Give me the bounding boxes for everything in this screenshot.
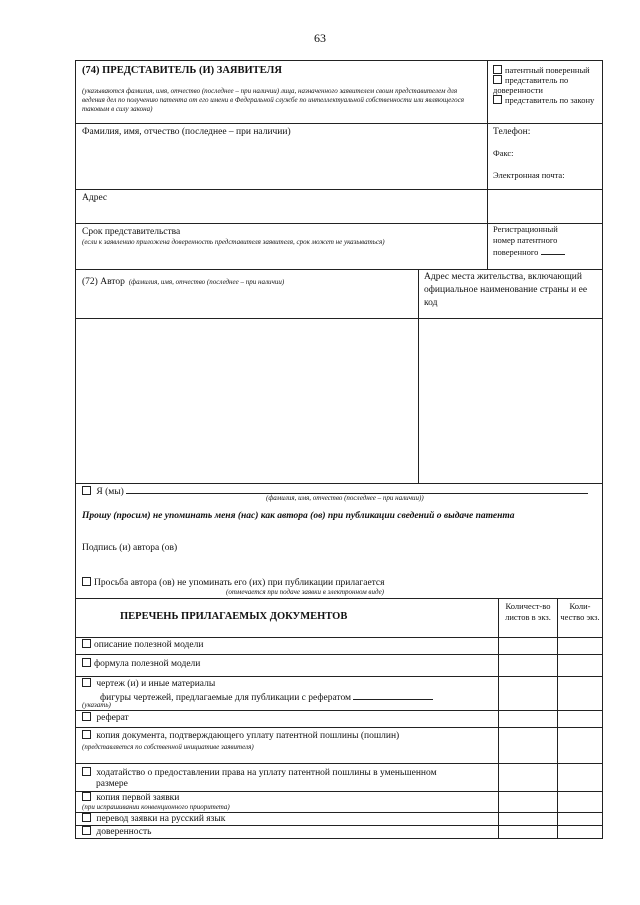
checkbox[interactable]: [82, 813, 91, 822]
i-we-note: (фамилия, имя, отчество (последнее – при наличии)): [266, 494, 424, 502]
rule: [76, 763, 602, 764]
doc-row-fee-reduction[interactable]: ходатайство о предоставлении права на уплату патентной пошлины в уменьшенном: [82, 767, 437, 779]
author-divider: [418, 269, 419, 483]
option-proxy[interactable]: представитель по доверенности: [493, 75, 569, 95]
rule: [76, 189, 602, 190]
rep-address-label: Адрес: [82, 193, 108, 203]
doc-row-drawings-figures: фигуры чертежей, предлагаемые для публикации с рефератом: [100, 690, 433, 704]
rule: [76, 676, 602, 677]
email-label: Электронная почта:: [493, 170, 565, 180]
checkbox[interactable]: [82, 767, 91, 776]
checkbox[interactable]: [82, 826, 91, 835]
col-sheets-header: Количест-во листов в экз.: [505, 601, 551, 623]
checkbox[interactable]: [82, 792, 91, 801]
rule: [76, 318, 602, 319]
checkbox[interactable]: [82, 678, 91, 687]
author-title: (72) Автор: [82, 277, 125, 287]
doc-row-first-application-note: (при испрашивании конвенционного приоритета): [82, 803, 230, 811]
doc-row-fee-copy-note: (представляется по собственной инициативе заявителя): [82, 743, 254, 751]
checkbox[interactable]: [82, 639, 91, 648]
rep-fio-label: Фамилия, имя, отчество (последнее – при наличии): [82, 127, 291, 137]
term-label: Срок представительства: [82, 227, 181, 237]
doc-row-power-of-attorney[interactable]: доверенность: [82, 826, 151, 838]
author-title-note: (фамилия, имя, отчество (последнее – при наличии): [128, 278, 285, 286]
author-address-label: Адрес места жительства, включающий официальное наименование страны и ее код: [424, 272, 588, 308]
phone-label: Телефон:: [493, 127, 531, 137]
col-divider: [557, 598, 558, 838]
rule: [76, 727, 602, 728]
doc-row-drawings[interactable]: чертеж (и) и иные материалы: [82, 678, 215, 690]
doc-row-claims[interactable]: формула полезной модели: [82, 658, 200, 670]
author-title-line: [82, 271, 284, 289]
rep-divider: [487, 61, 488, 269]
doc-row-abstract[interactable]: реферат: [82, 712, 129, 724]
rule: [76, 654, 602, 655]
doc-row-translation[interactable]: перевод заявки на русский язык: [82, 813, 225, 825]
rule: [76, 637, 602, 638]
i-we-line: Я (мы): [82, 484, 588, 498]
checkbox-request-attached[interactable]: [82, 577, 91, 586]
option-by-law[interactable]: представитель по закону: [493, 95, 594, 106]
rule: [76, 123, 602, 124]
fax-label: Факс:: [493, 148, 514, 158]
doc-row-fee-copy[interactable]: копия документа, подтверждающего уплату патентной пошлины (пошлин): [82, 730, 399, 742]
rule: [76, 825, 602, 826]
col-copies-header: Коли-чество экз.: [560, 601, 600, 623]
no-mention-request: Прошу (просим) не упоминать меня (нас) как автора (ов) при публикации сведений о выдаче патента: [82, 511, 515, 521]
doc-row-first-application[interactable]: копия первой заявки: [82, 792, 179, 804]
option-patent-attorney[interactable]: патентный поверенный: [493, 65, 590, 76]
rep-note: (указываются фамилия, имя, отчество (последнее – при наличии) лица, назначенного заявителем своим представителем для ведения дел по получению патента от его имени в Федеральной службе по интеллектуальной собственности или являющегося таковым в силу закона): [82, 87, 464, 114]
application-form: [75, 60, 603, 839]
signature-label: Подпись (и) автора (ов): [82, 543, 178, 553]
checkbox[interactable]: [493, 95, 502, 104]
rule: [76, 598, 602, 599]
request-attached-note: (отмечается при подаче заявки в электронном виде): [226, 588, 385, 596]
term-note: (если к заявлению приложена доверенность представителя заявителя, срок может не указываться): [82, 238, 385, 246]
doc-row-description[interactable]: описание полезной модели: [82, 639, 203, 651]
checkbox[interactable]: [82, 658, 91, 667]
figures-field[interactable]: [353, 690, 433, 700]
checkbox[interactable]: [82, 730, 91, 739]
rule: [76, 710, 602, 711]
checkbox[interactable]: [82, 712, 91, 721]
rep-title: (74) ПРЕДСТАВИТЕЛЬ (И) ЗАЯВИТЕЛЯ: [82, 65, 282, 76]
checkbox-i-we[interactable]: [82, 486, 91, 495]
checkbox[interactable]: [493, 75, 502, 84]
doc-row-fee-reduction-cont: размере: [96, 779, 128, 789]
doc-row-drawings-note: (указать): [82, 701, 111, 709]
col-divider: [498, 598, 499, 838]
reg-number-label: Регистрационный номер патентного поверенного: [493, 224, 581, 258]
documents-title: ПЕРЕЧЕНЬ ПРИЛАГАЕМЫХ ДОКУМЕНТОВ: [120, 611, 348, 622]
request-attached-line: Просьба автора (ов) не упоминать его (их) при публикации прилагается: [82, 577, 385, 589]
i-we-field[interactable]: [126, 484, 588, 494]
page-number: 63: [314, 31, 326, 45]
checkbox[interactable]: [493, 65, 502, 74]
rule: [76, 269, 602, 270]
